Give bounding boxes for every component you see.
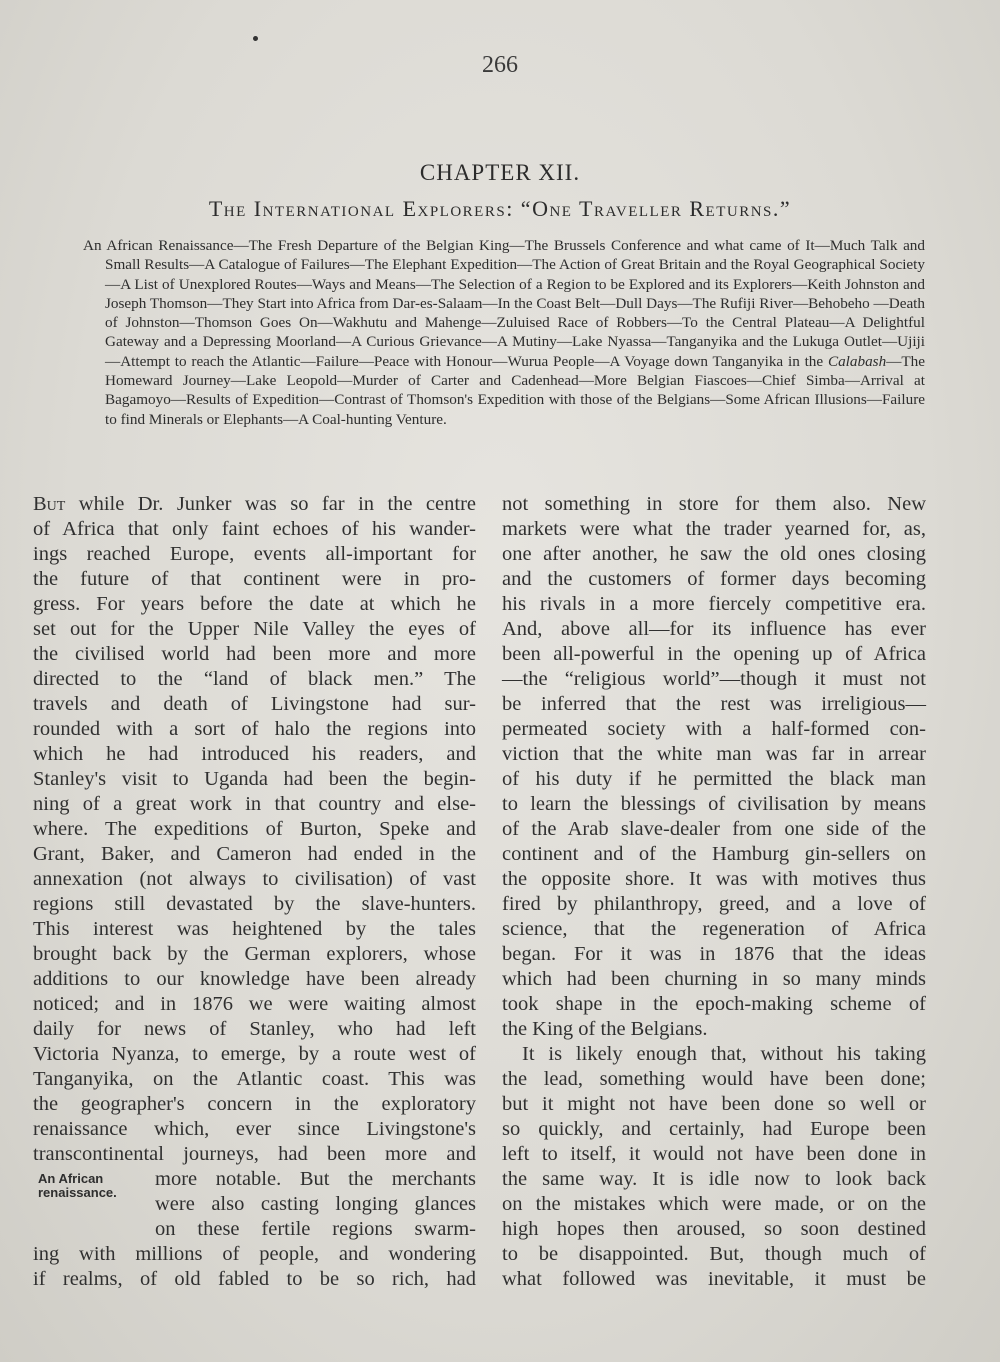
text-line: so quickly, and certainly, had Europe been xyxy=(502,1118,926,1140)
text-line: Tanganyika, on the Atlantic coast. This was xyxy=(33,1068,476,1090)
text-line: markets were what the trader yearned for, as, xyxy=(502,518,926,540)
text-line: ning of a great work in that country and else- xyxy=(33,793,476,815)
text-line: which had been churning in so many minds xyxy=(502,968,926,990)
summary-text-part2: —The Homeward Journey—Lake Leopold—Murder of Carter and Cadenhead—More Belgian Fiascoes—Chief Simba—Arrival at Bagamoyo—Results of Expedition—Contrast of Thomson's Expedition with those of the Belgians—Some African Illusions—Failure to find Minerals or Elephants—A Coal-hunting Venture. xyxy=(105,352,925,428)
text-line: continent and of the Hamburg gin-sellers on xyxy=(502,843,926,865)
text-line: rounded with a sort of halo the regions into xyxy=(33,718,476,740)
lead-word: But xyxy=(33,493,66,515)
text-line: one after another, he saw the old ones closing xyxy=(502,543,926,565)
chapter-title: The International Explorers: “One Traveller Returns.” xyxy=(208,196,792,221)
text-line: noticed; and in 1876 we were waiting almost xyxy=(33,993,476,1015)
text-line: of Africa that only faint echoes of his wander- xyxy=(33,518,476,540)
text-line: the opposite shore. It was with motives thus xyxy=(502,868,926,890)
summary-italic-calabash: Calabash xyxy=(827,352,887,370)
text-line: more notable. But the merchants xyxy=(155,1168,476,1190)
text-line: ings reached Europe, events all-important for xyxy=(33,543,476,565)
text-line: what followed was inevitable, it must be xyxy=(502,1268,926,1290)
text-line: the civilised world had been more and more xyxy=(33,643,476,665)
text-line: be inferred that the rest was irreligious— xyxy=(502,693,926,715)
text-line: left to itself, it would not have been done in xyxy=(502,1143,926,1165)
text-line: Stanley's visit to Uganda had been the begin- xyxy=(33,768,476,790)
text-line: ing with millions of people, and wondering xyxy=(33,1243,476,1265)
text-line: science, that the regeneration of Africa xyxy=(502,918,926,940)
text-line: brought back by the German explorers, whose xyxy=(33,943,476,965)
text-line: daily for news of Stanley, who had left xyxy=(33,1018,476,1040)
text-line: And, above all—for its influence has ever xyxy=(502,618,926,640)
text-line: the lead, something would have been done; xyxy=(502,1068,926,1090)
text-line: which he had introduced his readers, and xyxy=(33,743,476,765)
margin-note: An African renaissance. xyxy=(38,1171,117,1200)
text-line: the geographer's concern in the exploratory xyxy=(33,1093,476,1115)
text-line: set out for the Upper Nile Valley the eyes of xyxy=(33,618,476,640)
text-line: directed to the “land of black men.” The xyxy=(33,668,476,690)
text-line: of the Arab slave-dealer from one side of the xyxy=(502,818,926,840)
text-line: began. For it was in 1876 that the ideas xyxy=(502,943,926,965)
text-line: permeated society with a half-formed con- xyxy=(502,718,926,740)
text-line: the future of that continent were in pro- xyxy=(33,568,476,590)
text-line: viction that the white man was far in arrear xyxy=(502,743,926,765)
text-line: been all-powerful in the opening up of Africa xyxy=(502,643,926,665)
text-line: Grant, Baker, and Cameron had ended in the xyxy=(33,843,476,865)
text-line: to learn the blessings of civilisation by means xyxy=(502,793,926,815)
text-line: additions to our knowledge have been already xyxy=(33,968,476,990)
text-line: regions still devastated by the slave-hunters. xyxy=(33,893,476,915)
text-line: —the “religious world”—though it must not xyxy=(502,668,926,690)
text-line: not something in store for them also. New xyxy=(502,493,926,515)
chapter-summary xyxy=(83,236,925,429)
right-column xyxy=(502,492,926,1292)
text-line: the same way. It is idle now to look back xyxy=(502,1168,926,1190)
text-line: if realms, of old fabled to be so rich, had xyxy=(33,1268,476,1290)
text-line: to be disappointed. But, though much of xyxy=(502,1243,926,1265)
text-line: and the customers of former days becoming xyxy=(502,568,926,590)
ink-spot xyxy=(253,36,258,41)
text-line: on these fertile regions swarm- xyxy=(155,1218,476,1240)
text-line: gress. For years before the date at which he xyxy=(33,593,476,615)
text-line: where. The expeditions of Burton, Speke and xyxy=(33,818,476,840)
text-line: the King of the Belgians. xyxy=(502,1018,708,1040)
text-line: travels and death of Livingstone had sur- xyxy=(33,693,476,715)
summary-text-part1: An African Renaissance—The Fresh Departure of the Belgian King—The Brussels Conference and what came of It—Much Talk and Small Results—A Catalogue of Failures—The Elephant Expedition—The Action of Great Britain and the Royal Geographical Society—A List of Unexplored Routes—Ways and Means—The Selection of a Region to be Explored and its Explorers—Keith Johnston and Joseph Thomson—They Start into Africa from Dar-es-Salaam—In the Coast Belt—Dull Days—The Rufiji River—Behobeho —Death of Johnston—Thomson Goes On—Wakhutu and Mahenge—Zuluised Race of Robbers—To the Central Plateau—A Delightful Gateway and a Depressing Moorland—A Curious Grievance—A Mutiny—Lake Nyassa—Tanganyika and the Lukuga Outlet—Ujiji—Attempt to reach the Atlantic—Failure—Peace with Honour—Wurua People—A Voyage down Tanganyika in the xyxy=(83,237,925,370)
text-line: high hopes then aroused, so soon destined xyxy=(502,1218,926,1240)
chapter-heading: CHAPTER XII. xyxy=(419,160,581,185)
text-line xyxy=(33,492,476,517)
text-line: Victoria Nyanza, to emerge, by a route west of xyxy=(33,1043,476,1065)
text-line: It is likely enough that, without his taking xyxy=(522,1043,926,1065)
text-line: were also casting longing glances xyxy=(155,1193,476,1215)
text-line: on the mistakes which were made, or on the xyxy=(502,1193,926,1215)
text-line: This interest was heightened by the tales xyxy=(33,918,476,940)
text-line: renaissance which, ever since Livingstone's xyxy=(33,1118,476,1140)
text-line: but it might not have been done so well or xyxy=(502,1093,926,1115)
text-line: of his duty if he permitted the black man xyxy=(502,768,926,790)
text-line: transcontinental journeys, had been more and xyxy=(33,1143,476,1165)
page-number: 266 xyxy=(482,52,518,78)
line-text: while Dr. Junker was so far in the centre xyxy=(65,493,476,515)
text-line: his rivals in a more fiercely competitive era. xyxy=(502,593,926,615)
text-line: took shape in the epoch-making scheme of xyxy=(502,993,926,1015)
text-line: fired by philanthropy, greed, and a love of xyxy=(502,893,926,915)
text-line: annexation (not always to civilisation) of vast xyxy=(33,868,476,890)
